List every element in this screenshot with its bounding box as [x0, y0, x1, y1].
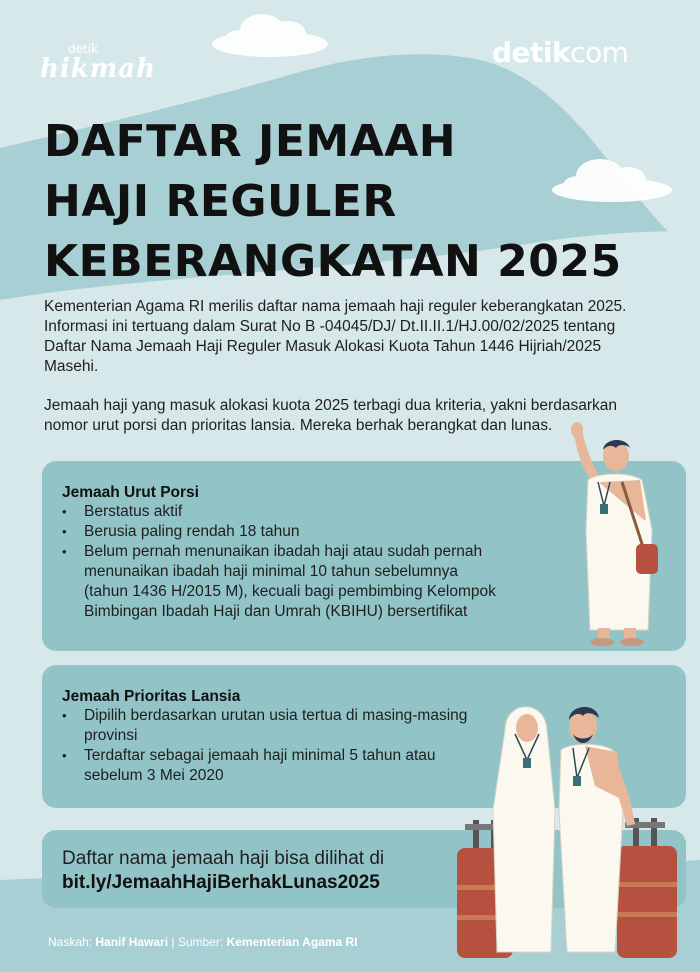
cta-link[interactable]: bit.ly/JemaahHajiBerhakLunas2025 — [62, 872, 380, 893]
detikcom-logo — [492, 36, 628, 69]
source-name: Kementerian Agama RI — [226, 935, 358, 949]
logo-detik-small: detik — [68, 42, 98, 56]
logo-hikmah: hikmah — [40, 54, 157, 84]
pilgrim-couple-illustration — [455, 690, 685, 970]
title-line-3: KEBERANGKATAN 2025 — [44, 236, 622, 287]
writer-label: Naskah: — [48, 935, 93, 949]
section-urut-porsi-title: Jemaah Urut Porsi — [62, 484, 199, 501]
list-item: • Dipilih berdasarkan urutan usia tertua di masing-masing provinsi — [60, 706, 490, 746]
section-prioritas-lansia-list — [60, 706, 490, 786]
title-line-2: HAJI REGULER — [44, 176, 397, 227]
criteria-intro-paragraph: Jemaah haji yang masuk alokasi kuota 2025 terbagi dua kriteria, yakni berdasarkan nomor urut porsi dan prioritas lansia. Mereka berhak berangkat dan lunas. — [44, 397, 617, 434]
waving-pilgrim-illustration — [560, 420, 670, 652]
logo-com: com — [570, 36, 629, 69]
writer-name: Hanif Hawari — [95, 935, 169, 949]
intro-paragraph: Kementerian Agama RI merilis daftar nama jemaah haji reguler keberangkatan 2025. Informasi ini tertuang dalam Surat No B -04045/DJ/ Dt.II.II.1/HJ.00/02/2025 tentang Daftar Nama Jemaah Haji Reguler Masuk Alokasi Kuota Tahun 1446 Hijriah/2025 Masehi. — [44, 298, 627, 375]
title-line-1: DAFTAR JEMAAH — [44, 116, 457, 167]
logo-detik: detik — [492, 36, 571, 69]
footer-separator: | — [171, 935, 175, 949]
list-item: • Belum pernah menunaikan ibadah haji atau sudah pernah menunaikan ibadah haji minimal 10 tahun sebelumnya (tahun 1436 H/2015 M), kecuali bagi pembimbing Kelompok Bimbingan Ibadah Haji dan Umrah (KBIHU) bersertifikat — [60, 542, 500, 622]
list-item: • Berstatus aktif — [60, 502, 500, 522]
list-item: • Terdaftar sebagai jemaah haji minimal 5 tahun atau sebelum 3 Mei 2020 — [60, 746, 490, 786]
list-item: • Berusia paling rendah 18 tahun — [60, 522, 500, 542]
credits-footer — [48, 935, 358, 949]
section-prioritas-lansia-title: Jemaah Prioritas Lansia — [62, 688, 241, 705]
cta-text: Daftar nama jemaah haji bisa dilihat di — [62, 848, 385, 869]
source-label: Sumber: — [177, 935, 224, 949]
section-urut-porsi-list — [60, 502, 500, 622]
page-title — [44, 112, 664, 292]
suitcase-right-icon — [617, 818, 677, 958]
